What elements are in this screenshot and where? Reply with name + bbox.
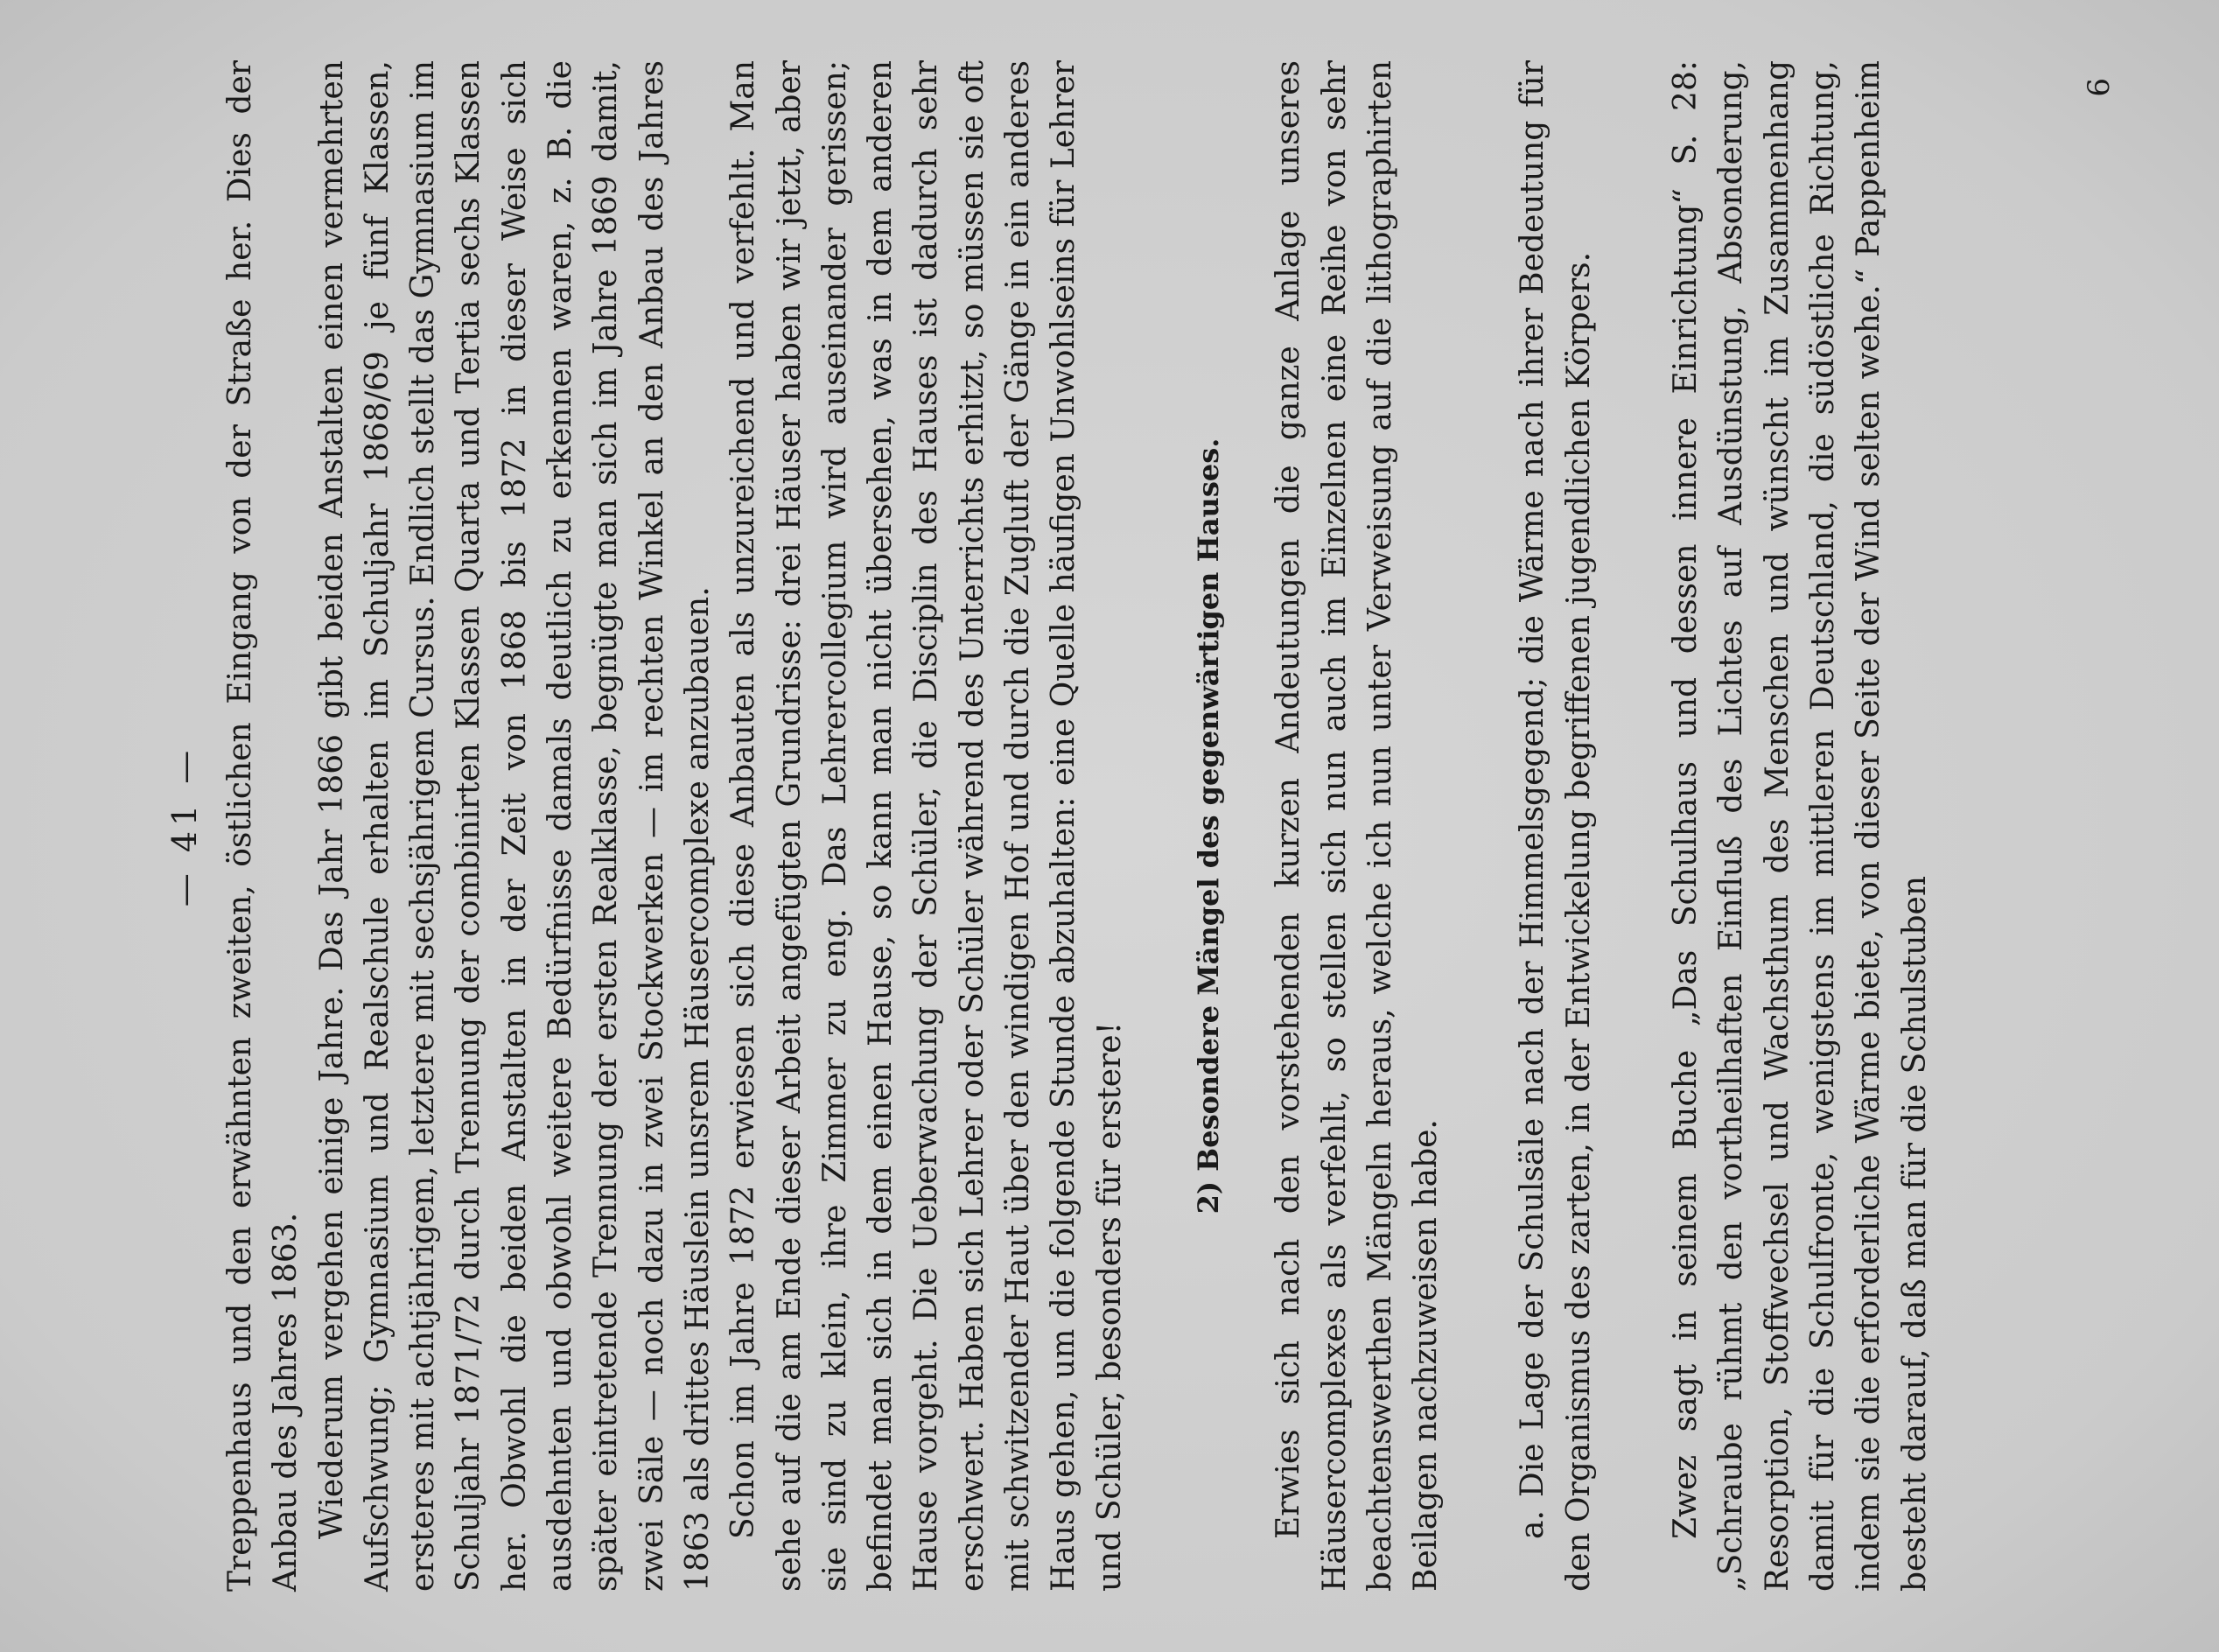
spacer bbox=[1602, 60, 1663, 1592]
page-number-header: — 41 — bbox=[165, 745, 204, 907]
paragraph-2: Wiederum vergehen einige Jahre. Das Jahr 1866 gibt beiden Anstalten einen vermehrten Aufschwung; Gymnasium und Realschule erhalten im Schuljahr 1868/69 je fünf Klassen, ersteres mit achtjährigem, letztere mit sechsjährigem Cursus. Endlich stellt das Gymnasium im Schuljahr 1871/72 durch Trennung der combinirten Klassen Quarta und Tertia sechs Klassen her. Obwohl die beiden Anstalten in der Zeit von 1868 bis 1872 in dieser Weise sich ausdehnten und obwohl weitere Bedürfnisse damals deutlich zu erkennen waren, z. B. die später eintretende Trennung der ersten Realklasse, begnügte man sich im Jahre 1869 damit, zwei Säle — noch dazu in zwei Stockwerken — im rechten Winkel an den Anbau des Jahres 1863 als drittes Häuslein unsrem Häusercomplexe anzubauen. bbox=[313, 60, 716, 1592]
signature-mark: 6 bbox=[2081, 78, 2117, 97]
subsection-a: a. Die Lage der Schulsäle nach der Himmelsgegend; die Wärme nach ihrer Bedeutung für den Organismus des zarten, in der Entwickelung begriffenen jugendlichen Körpers. bbox=[1515, 60, 1597, 1592]
paragraph-3: Schon im Jahre 1872 erwiesen sich diese Anbauten als unzureichend und verfehlt. Man sehe auf die am Ende dieser Arbeit angefügten Grundrisse: drei Häuser haben wir jetzt, aber sie sind zu klein, ihre Zimmer zu eng. Das Lehrercollegium wird auseinander gerissen; befindet man sich in dem einen Hause, so kann man nicht übersehen, was in dem anderen Hause vorgeht. Die Ueberwachung der Schüler, die Disciplin des Hauses ist dadurch sehr erschwert. Haben sich Lehrer oder Schüler während des Unterrichts erhitzt, so müssen sie oft mit schwitzender Haut über den windigen Hof und durch die Zugluft der Gänge in ein anderes Haus gehen, um die folgende Stunde abzuhalten: eine Quelle häufigen Unwohlseins für Lehrer und Schüler, besonders für erstere! bbox=[725, 60, 1128, 1592]
paragraph-5: Zwez sagt in seinem Buche „Das Schulhaus und dessen innere Einrichtung“ S. 28: „Schraube rühmt den vortheilhaften Einfluß des Lichtes auf Ausdünstung, Absonderung, Resorption, Stoffwechsel und Wachsthum des Menschen und wünscht im Zusammenhang damit für die Schulfronte, wenigstens im mittleren Deutschland, die südöstliche Richtung, indem sie die erforderliche Wärme biete, von dieser Seite der Wind selten wehe.“ Pappenheim besteht darauf, daß man für die Schulstuben bbox=[1668, 60, 1933, 1592]
spacer bbox=[1449, 60, 1510, 1592]
paragraph-4: Erwies sich nach den vorstehenden kurzen Andeutungen die ganze Anlage unseres Häusercomplexes als verfehlt, so stellen sich nun auch im Einzelnen eine Reihe von sehr beachtenswerthen Mängeln heraus, welche ich nun unter Verweisung auf die lithographirten Beilagen nachzuweisen habe. bbox=[1270, 60, 1445, 1592]
section-heading: 2) Besondere Mängel des gegenwärtigen Hauses. bbox=[1191, 438, 1225, 1214]
paragraph-1: Treppenhaus und den erwähnten zweiten, östlichen Eingang von der Straße her. Dies der Anbau des Jahres 1863. bbox=[222, 60, 304, 1592]
rotated-text-block bbox=[162, 60, 2117, 1592]
